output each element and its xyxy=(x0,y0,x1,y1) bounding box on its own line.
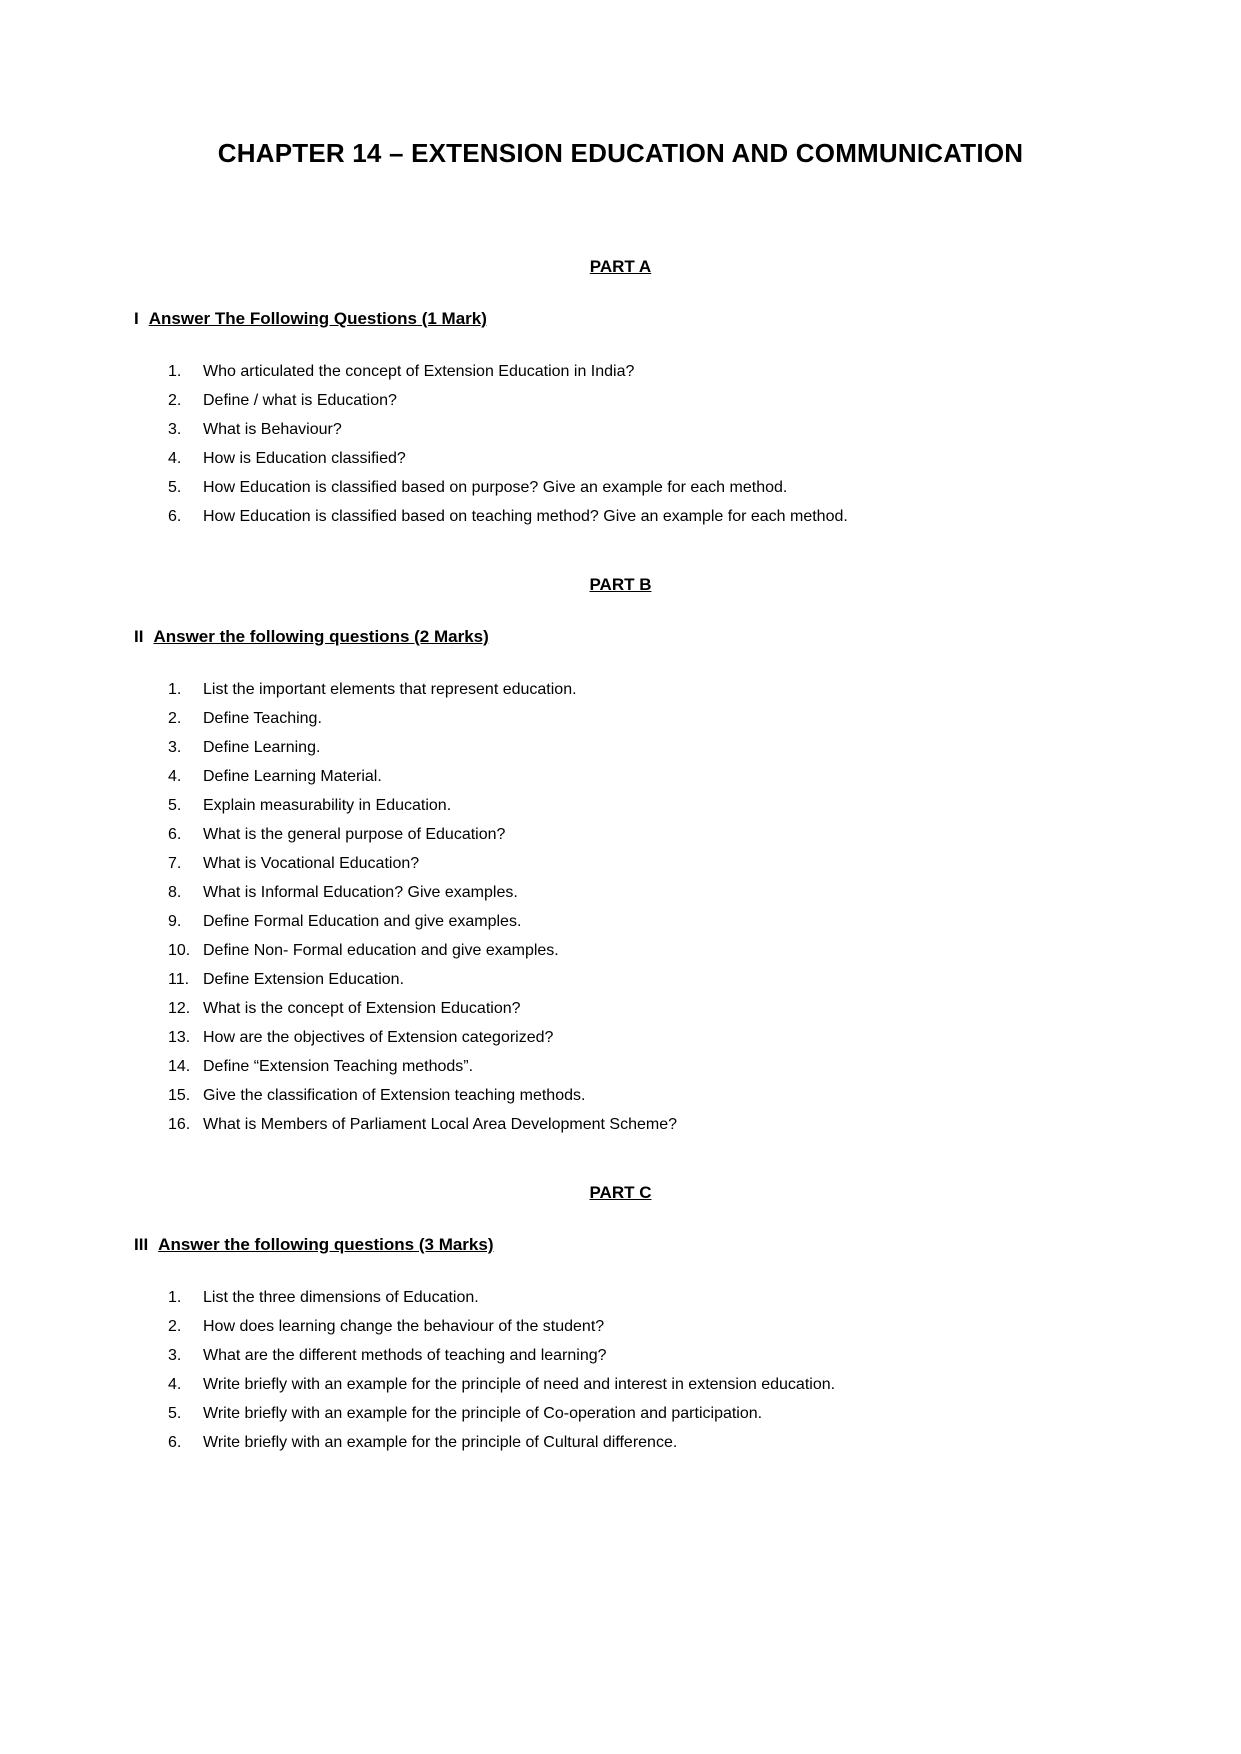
question-number: 10. xyxy=(168,942,191,959)
section-heading-text: Answer the following questions (2 Marks) xyxy=(153,627,489,646)
question-text: What is the concept of Extension Education? xyxy=(203,1000,521,1017)
question-item xyxy=(168,502,1107,531)
chapter-title: CHAPTER 14 – EXTENSION EDUCATION AND COMMUNICATION xyxy=(217,138,1024,168)
question-number: 4. xyxy=(168,450,182,467)
question-item xyxy=(168,1399,1107,1428)
question-number: 4. xyxy=(168,768,182,785)
question-text: What is Informal Education? Give examples. xyxy=(203,884,518,901)
question-text: List the important elements that represent education. xyxy=(203,681,577,698)
question-text: What is the general purpose of Education? xyxy=(203,826,506,843)
question-number: 6. xyxy=(168,826,182,843)
question-text: What are the different methods of teaching and learning? xyxy=(203,1347,607,1364)
question-text: How does learning change the behaviour of the student? xyxy=(203,1318,605,1335)
question-number: 5. xyxy=(168,479,182,496)
question-number: 1. xyxy=(168,681,182,698)
question-text: How Education is classified based on teaching method? Give an example for each method. xyxy=(203,508,848,525)
question-number: 3. xyxy=(168,739,182,756)
question-text: Who articulated the concept of Extension Education in India? xyxy=(203,363,635,380)
question-text: Define Formal Education and give examples. xyxy=(203,913,522,930)
question-number: 7. xyxy=(168,855,182,872)
part-label xyxy=(134,1183,1107,1203)
question-number: 6. xyxy=(168,1434,182,1451)
question-number: 13. xyxy=(168,1029,191,1046)
question-number: 2. xyxy=(168,710,182,727)
question-list xyxy=(168,357,1107,531)
question-item xyxy=(168,878,1107,907)
part-label-text: PART A xyxy=(589,257,652,276)
question-number: 6. xyxy=(168,508,182,525)
sections xyxy=(134,257,1107,1457)
question-text: Give the classification of Extension teaching methods. xyxy=(203,1087,586,1104)
part-section xyxy=(134,257,1107,531)
section-heading xyxy=(134,309,1107,329)
question-number: 5. xyxy=(168,797,182,814)
question-text: Define Extension Education. xyxy=(203,971,405,988)
question-text: Write briefly with an example for the principle of Cultural difference. xyxy=(203,1434,678,1451)
part-label xyxy=(134,575,1107,595)
question-text: List the three dimensions of Education. xyxy=(203,1289,479,1306)
part-section xyxy=(134,575,1107,1139)
question-text: How is Education classified? xyxy=(203,450,406,467)
question-number: 2. xyxy=(168,1318,182,1335)
question-item xyxy=(168,820,1107,849)
section-numeral: II xyxy=(134,627,144,646)
section-numeral: I xyxy=(134,309,139,328)
question-item xyxy=(168,1370,1107,1399)
question-item xyxy=(168,936,1107,965)
section-numeral: III xyxy=(134,1235,149,1254)
question-item xyxy=(168,1110,1107,1139)
question-text: Write briefly with an example for the principle of need and interest in extension education. xyxy=(203,1376,836,1393)
question-text: How Education is classified based on purpose? Give an example for each method. xyxy=(203,479,788,496)
section-heading xyxy=(134,627,1107,647)
question-item xyxy=(168,473,1107,502)
question-number: 3. xyxy=(168,421,182,438)
question-item xyxy=(168,386,1107,415)
question-number: 1. xyxy=(168,1289,182,1306)
question-item xyxy=(168,675,1107,704)
question-item xyxy=(168,733,1107,762)
question-text: Explain measurability in Education. xyxy=(203,797,452,814)
question-number: 8. xyxy=(168,884,182,901)
question-number: 3. xyxy=(168,1347,182,1364)
question-text: Define / what is Education? xyxy=(203,392,397,409)
section-heading xyxy=(134,1235,1107,1255)
part-label xyxy=(134,257,1107,277)
part-section xyxy=(134,1183,1107,1457)
part-label-text: PART B xyxy=(589,575,652,594)
question-item xyxy=(168,1283,1107,1312)
question-number: 15. xyxy=(168,1087,191,1104)
question-text: What is Members of Parliament Local Area Development Scheme? xyxy=(203,1116,677,1133)
question-item xyxy=(168,1428,1107,1457)
question-item xyxy=(168,704,1107,733)
question-item xyxy=(168,1312,1107,1341)
question-item xyxy=(168,994,1107,1023)
question-text: What is Vocational Education? xyxy=(203,855,420,872)
question-number: 2. xyxy=(168,392,182,409)
question-number: 9. xyxy=(168,913,182,930)
question-number: 5. xyxy=(168,1405,182,1422)
question-text: How are the objectives of Extension categorized? xyxy=(203,1029,554,1046)
question-number: 12. xyxy=(168,1000,191,1017)
question-list xyxy=(168,675,1107,1139)
question-text: Write briefly with an example for the principle of Co-operation and participation. xyxy=(203,1405,763,1422)
question-number: 1. xyxy=(168,363,182,380)
question-item xyxy=(168,762,1107,791)
question-item xyxy=(168,791,1107,820)
question-text: Define Non- Formal education and give examples. xyxy=(203,942,559,959)
question-item xyxy=(168,965,1107,994)
question-number: 4. xyxy=(168,1376,182,1393)
question-item xyxy=(168,1341,1107,1370)
question-item xyxy=(168,1052,1107,1081)
question-text: Define Learning Material. xyxy=(203,768,382,785)
question-text: What is Behaviour? xyxy=(203,421,342,438)
question-number: 11. xyxy=(168,971,190,988)
part-label-text: PART C xyxy=(589,1183,652,1202)
question-item xyxy=(168,1081,1107,1110)
question-list xyxy=(168,1283,1107,1457)
question-text: Define Learning. xyxy=(203,739,321,756)
question-item xyxy=(168,849,1107,878)
question-item xyxy=(168,357,1107,386)
question-number: 16. xyxy=(168,1116,191,1133)
question-item xyxy=(168,415,1107,444)
question-text: Define Teaching. xyxy=(203,710,322,727)
question-item xyxy=(168,1023,1107,1052)
question-number: 14. xyxy=(168,1058,191,1075)
question-item xyxy=(168,907,1107,936)
question-item xyxy=(168,444,1107,473)
section-heading-text: Answer the following questions (3 Marks) xyxy=(158,1235,494,1254)
section-heading-text: Answer The Following Questions (1 Mark) xyxy=(148,309,487,328)
question-text: Define “Extension Teaching methods”. xyxy=(203,1058,474,1075)
